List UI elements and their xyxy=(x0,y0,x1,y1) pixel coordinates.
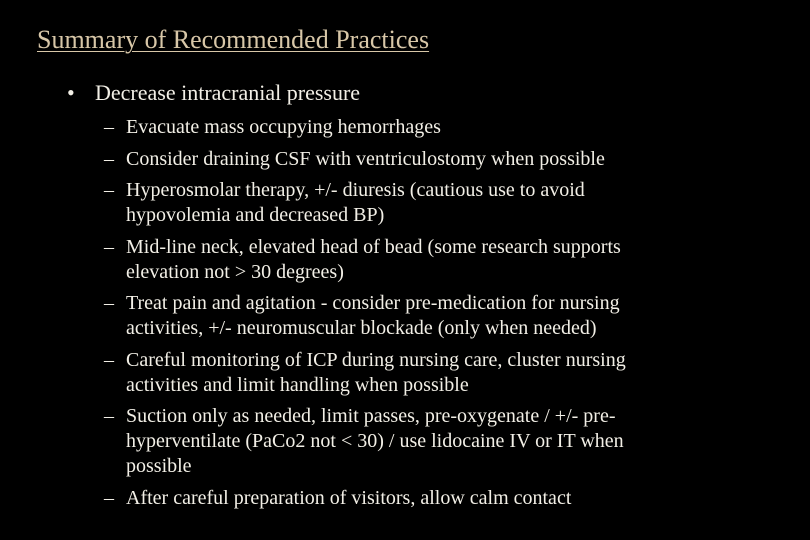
dash-marker: – xyxy=(104,348,114,371)
sub-bullet xyxy=(104,291,804,341)
sub-bullet-line: elevation not > 30 degrees) xyxy=(126,260,344,283)
sub-bullet-line: possible xyxy=(126,455,192,477)
sub-bullet-line: activities, +/- neuromuscular blockade (only when needed) xyxy=(126,317,597,339)
sub-bullet-line: Evacuate mass occupying hemorrhages xyxy=(126,116,441,138)
sub-bullet xyxy=(104,348,804,398)
sub-bullet xyxy=(104,235,804,285)
dash-marker: – xyxy=(104,147,114,170)
bullet-marker: • xyxy=(67,80,75,105)
sub-bullet-list xyxy=(104,115,804,517)
dash-marker: – xyxy=(104,486,114,509)
sub-bullet-line: Mid-line neck, elevated head of bead (some research supports xyxy=(126,235,621,258)
sub-bullet-line: Consider draining CSF with ventriculostomy when possible xyxy=(126,147,605,170)
dash-marker: – xyxy=(104,116,114,138)
dash-marker: – xyxy=(104,292,114,314)
dash-marker: – xyxy=(104,405,114,427)
sub-bullet-line: Treat pain and agitation - consider pre-medication for nursing xyxy=(126,292,620,314)
sub-bullet-line: hypovolemia and decreased BP) xyxy=(126,204,385,226)
sub-bullet xyxy=(104,147,804,172)
sub-bullet-line: Careful monitoring of ICP during nursing care, cluster nursing xyxy=(126,348,626,371)
sub-bullet-line: hyperventilate (PaCo2 not < 30) / use lidocaine IV or IT when xyxy=(126,430,624,452)
sub-bullet-line: After careful preparation of visitors, allow calm contact xyxy=(126,486,572,509)
dash-marker: – xyxy=(104,235,114,258)
main-bullet-text: Decrease intracranial pressure xyxy=(95,80,361,105)
sub-bullet-line: Suction only as needed, limit passes, pre-oxygenate / +/- pre- xyxy=(126,405,616,427)
sub-bullet xyxy=(104,404,804,479)
sub-bullet-line: activities and limit handling when possible xyxy=(126,373,469,396)
slide-title: Summary of Recommended Practices xyxy=(37,25,430,54)
sub-bullet-line: Hyperosmolar therapy, +/- diuresis (cautious use to avoid xyxy=(126,179,585,201)
sub-bullet xyxy=(104,486,804,511)
sub-bullet xyxy=(104,178,804,228)
main-bullet xyxy=(67,79,360,107)
sub-bullet xyxy=(104,115,804,140)
dash-marker: – xyxy=(104,179,114,201)
